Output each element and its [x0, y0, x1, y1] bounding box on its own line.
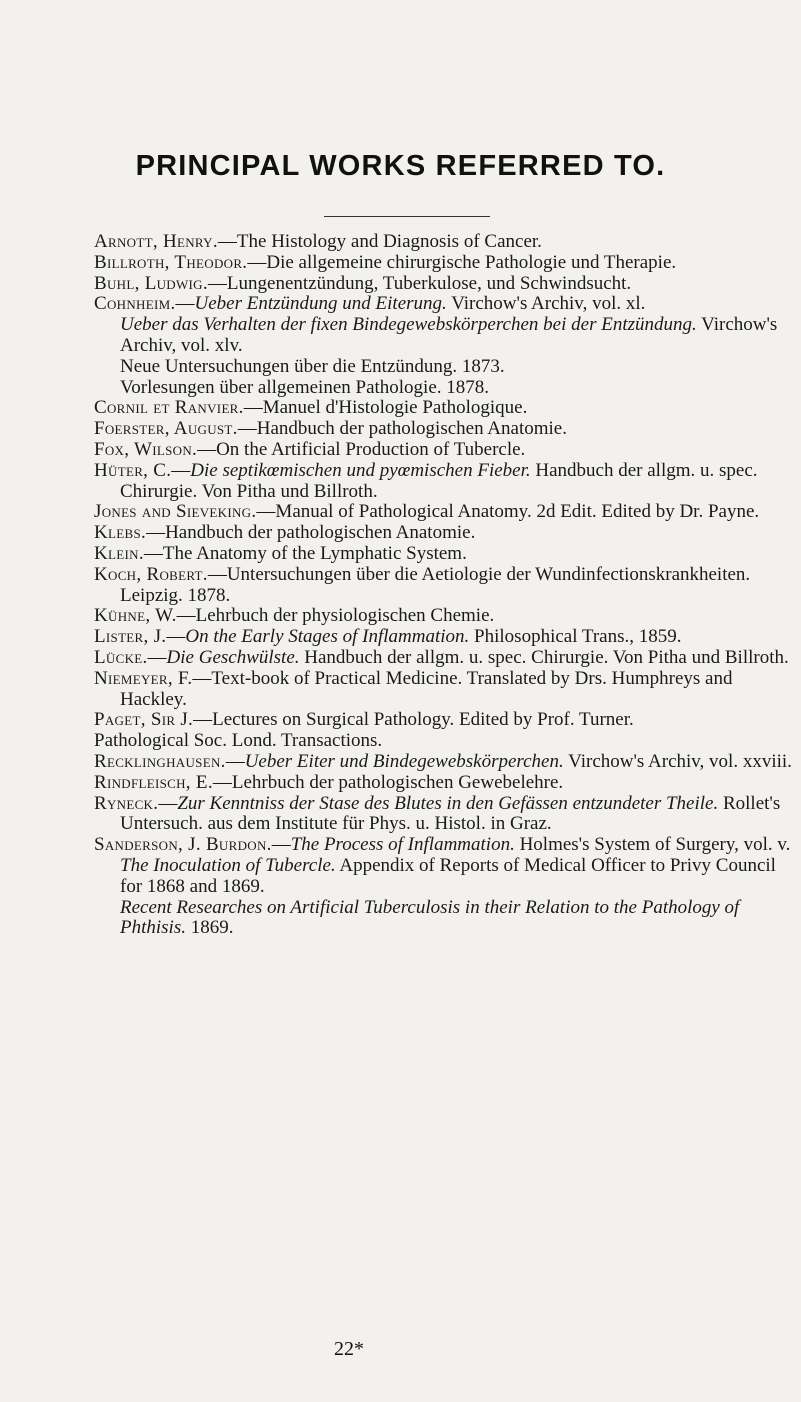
- bibliography-entry: [94, 710, 794, 731]
- entry-author: Lücke.: [94, 646, 148, 668]
- entry-author: Recklinghausen.: [94, 750, 226, 772]
- bibliography-entry: [94, 253, 794, 274]
- entry-title: Ueber Entzündung und Eiterung.: [194, 293, 447, 315]
- entry-text: —On the Artificial Production of Tubercle.: [197, 438, 526, 460]
- entry-author: Niemeyer, F.: [94, 667, 193, 689]
- entry-text: —The Anatomy of the Lymphatic System.: [143, 542, 467, 564]
- entry-text: —Lehrbuch der physiologischen Chemie.: [176, 605, 495, 627]
- entry-title: The Inoculation of Tubercle.: [120, 854, 336, 876]
- bibliography-entry: [94, 606, 794, 627]
- bibliography-entry: [94, 502, 794, 523]
- entry-text: Appendix of Reports of Medical Officer to Privy Council for 1868 and 1869.: [120, 854, 776, 897]
- entry-text: —Die allgemeine chirurgische Pathologie und Therapie.: [247, 251, 677, 273]
- entry-dash: —: [175, 293, 195, 315]
- entry-text: Vorlesungen über allgemeinen Pathologie. 1878.: [120, 376, 490, 398]
- signature-mark: 22*: [334, 1338, 364, 1360]
- entry-text: Virchow's Archiv, vol. xl.: [446, 293, 646, 315]
- bibliography-entry: [94, 523, 794, 544]
- entry-text: —Text-book of Practical Medicine. Translated by Drs. Humphreys and Hackley.: [120, 667, 733, 710]
- entry-text: —Handbuch der pathologischen Anatomie.: [237, 418, 567, 440]
- page-heading: PRINCIPAL WORKS REFERRED TO.: [135, 150, 666, 182]
- entry-author: Arnott, Henry.: [94, 231, 218, 252]
- bibliography-entry: [94, 752, 794, 773]
- heading-rule: [324, 216, 490, 217]
- entry-text: Virchow's Archiv, vol. xlv.: [120, 314, 778, 356]
- entry-text: Virchow's Archiv, vol. xxviii.: [563, 750, 792, 772]
- entry-text: —Lectures on Surgical Pathology. Edited by Prof. Turner.: [193, 709, 634, 731]
- entry-author: Jones and Sieveking.: [94, 501, 257, 523]
- entry-dash: —: [271, 834, 291, 856]
- entry-text: —Lehrbuch der pathologischen Gewebelehre.: [212, 771, 564, 793]
- entry-text: —Handbuch der pathologischen Anatomie.: [146, 522, 476, 544]
- entry-author: Sanderson, J. Burdon.: [94, 834, 272, 856]
- entry-dash: —: [147, 646, 167, 668]
- bibliography-entry: [94, 419, 794, 440]
- entry-text: —Lungenentzündung, Tuberkulose, und Schwindsucht.: [207, 272, 632, 294]
- bibliography-entry: [94, 794, 794, 836]
- entry-author: Lister, J.: [94, 626, 167, 648]
- entry-text: Handbuch der allgm. u. spec. Chirurgie. Von Pitha und Billroth.: [120, 459, 758, 502]
- entry-title: Ueber Eiter und Bindegewebskörperchen.: [244, 750, 564, 772]
- entry-author: Fox, Wilson.: [94, 438, 198, 460]
- entry-text: —Untersuchungen über die Aetiologie der Wundinfectionskrankheiten. Leipzig. 1878.: [120, 563, 751, 606]
- bibliography-entry: [94, 440, 794, 461]
- entry-author: Klein.: [94, 542, 144, 564]
- entry-author: Paget, Sir J.: [94, 709, 194, 731]
- entry-dash: —: [225, 750, 245, 772]
- entry-author: Koch, Robert.: [94, 563, 208, 585]
- entry-title: Die septikœmischen und pyœmischen Fieber.: [190, 459, 531, 481]
- bibliography-entry: [94, 898, 794, 940]
- bibliography-entry: [94, 398, 794, 419]
- entry-author: Ryneck.: [94, 792, 159, 814]
- bibliography-list: [94, 232, 794, 939]
- bibliography-entry: [94, 274, 794, 295]
- entry-author: Rindfleisch, E.: [94, 771, 213, 793]
- bibliography-entry: [94, 315, 794, 357]
- entry-title: Zur Kenntniss der Stase des Blutes in den Gefässen entzundeter Theile.: [177, 792, 719, 814]
- entry-title: Ueber das Verhalten der fixen Bindegewebskörperchen bei der Entzündung.: [120, 314, 697, 336]
- entry-author: Buhl, Ludwig.: [94, 272, 208, 294]
- bibliography-entry: [94, 565, 794, 607]
- entry-author: Cohnheim.: [94, 293, 176, 315]
- entry-text: Neue Untersuchungen über die Entzündung. 1873.: [120, 355, 505, 377]
- bibliography-entry: [94, 627, 794, 648]
- entry-text: —Manual of Pathological Anatomy. 2d Edit. Edited by Dr. Payne.: [256, 501, 760, 523]
- bibliography-entry: [94, 544, 794, 565]
- entry-dash: —: [166, 626, 186, 648]
- bibliography-entry: [94, 357, 794, 378]
- entry-text: Philosophical Trans., 1859.: [469, 626, 682, 648]
- entry-text: Pathological Soc. Lond. Transactions.: [94, 730, 383, 752]
- bibliography-entry: [94, 648, 794, 669]
- entry-text: Rollet's Untersuch. aus dem Institute für Phys. u. Histol. in Graz.: [120, 792, 781, 835]
- entry-text: Handbuch der allgm. u. spec. Chirurgie. Von Pitha und Billroth.: [299, 646, 789, 668]
- bibliography-entry: [94, 669, 794, 711]
- bibliography-entry: [94, 294, 794, 315]
- bibliography-entry: [94, 731, 794, 752]
- entry-text: Holmes's System of Surgery, vol. v.: [514, 834, 791, 856]
- entry-title: Die Geschwülste.: [166, 646, 300, 668]
- entry-author: Foerster, August.: [94, 418, 238, 440]
- entry-title: Recent Researches on Artificial Tuberculosis in their Relation to the Pathology of Phthisis.: [120, 896, 740, 939]
- entry-dash: —: [158, 792, 178, 814]
- entry-title: On the Early Stages of Inflammation.: [185, 626, 470, 648]
- entry-author: Billroth, Theodor.: [94, 251, 248, 273]
- bibliography-entry: [94, 232, 794, 253]
- entry-title: The Process of Inflammation.: [290, 834, 515, 856]
- entry-dash: —: [171, 459, 191, 481]
- entry-text: —The Histology and Diagnosis of Cancer.: [217, 231, 542, 252]
- entry-author: Hüter, C.: [94, 459, 172, 481]
- entry-author: Kühne, W.: [94, 605, 177, 627]
- bibliography-entry: [94, 856, 794, 898]
- entry-author: Klebs.: [94, 522, 147, 544]
- entry-text: 1869.: [185, 917, 234, 939]
- entry-text: —Manuel d'Histologie Pathologique.: [243, 397, 528, 419]
- bibliography-entry: [94, 378, 794, 399]
- entry-author: Cornil et Ranvier.: [94, 397, 244, 419]
- bibliography-entry: [94, 835, 794, 856]
- bibliography-entry: [94, 461, 794, 503]
- bibliography-entry: [94, 773, 794, 794]
